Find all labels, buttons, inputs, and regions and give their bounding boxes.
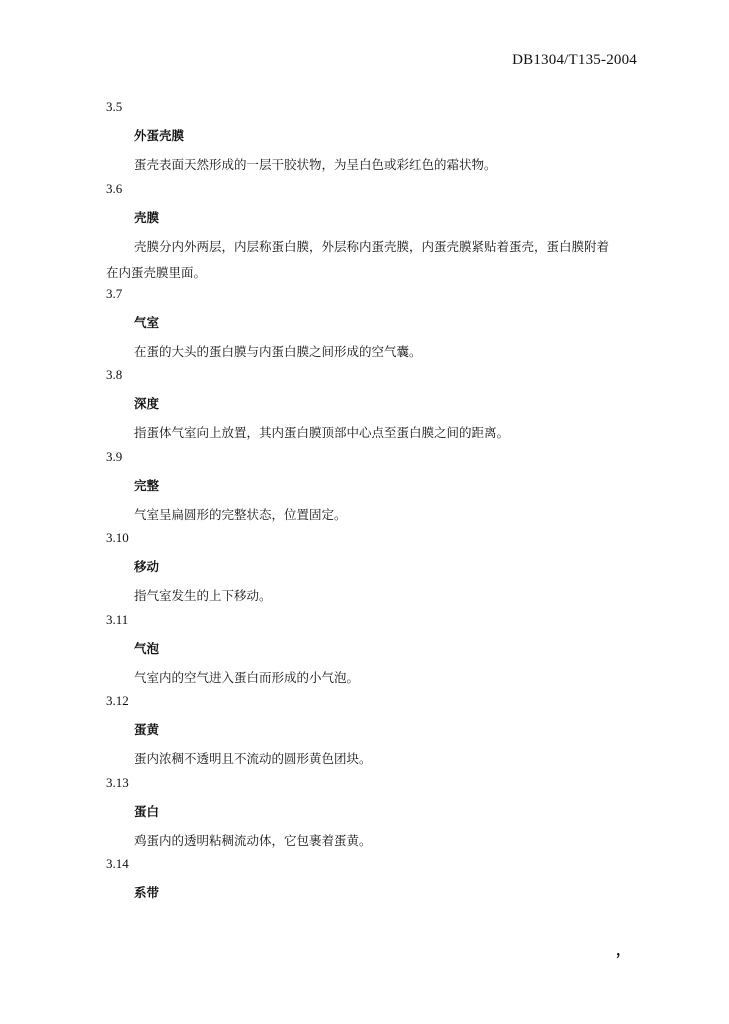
clause-number: 3.9 bbox=[106, 448, 123, 464]
term-title: 移动 bbox=[134, 559, 160, 574]
definition-entry-3-11 bbox=[0, 612, 729, 694]
clause-number: 3.6 bbox=[106, 180, 123, 196]
definition-line-1: 壳膜分内外两层，内层称蛋白膜，外层称内蛋壳膜，内蛋壳膜紧贴着蛋壳，蛋白膜附着 bbox=[134, 238, 610, 254]
definition-line-1: 气室内的空气进入蛋白而形成的小气泡。 bbox=[134, 669, 360, 685]
term-title: 气室 bbox=[134, 314, 160, 330]
page-footer-mark: ， bbox=[616, 944, 630, 959]
definition-entry-3-5 bbox=[0, 99, 729, 181]
clause-number: 3.14 bbox=[106, 856, 129, 871]
clause-number: 3.12 bbox=[106, 693, 129, 708]
clause-number: 3.11 bbox=[106, 611, 129, 627]
term-title: 完整 bbox=[134, 477, 160, 493]
term-definition bbox=[134, 583, 634, 609]
definition-entry-3-8 bbox=[0, 367, 729, 449]
term-title: 壳膜 bbox=[134, 209, 160, 225]
clause-number: 3.7 bbox=[106, 285, 123, 301]
term-definition bbox=[134, 152, 634, 178]
definition-entry-3-6 bbox=[0, 181, 729, 286]
term-title: 气泡 bbox=[134, 640, 160, 656]
definition-line-1: 指蛋体气室向上放置，其内蛋白膜顶部中心点至蛋白膜之间的距离。 bbox=[134, 425, 510, 440]
definitions-list bbox=[0, 99, 729, 938]
definition-line-2: 在内蛋壳膜里面。 bbox=[106, 264, 207, 280]
term-title: 蛋黄 bbox=[134, 722, 160, 737]
term-title: 系带 bbox=[134, 885, 160, 900]
term-title: 蛋白 bbox=[134, 803, 160, 819]
term-definition bbox=[106, 234, 634, 286]
standard-code-header: DB1304/T135-2004 bbox=[512, 52, 637, 68]
definition-entry-3-7 bbox=[0, 286, 729, 368]
definition-line-1: 鸡蛋内的透明粘稠流动体，它包裹着蛋黄。 bbox=[134, 832, 372, 848]
definition-entry-3-10 bbox=[0, 530, 729, 612]
term-definition bbox=[134, 339, 634, 365]
definition-line-1: 气室呈扁圆形的完整状态，位置固定。 bbox=[134, 506, 347, 522]
clause-number: 3.5 bbox=[106, 99, 123, 114]
definition-line-1: 蛋内浓稠不透明且不流动的圆形黄色团块。 bbox=[134, 751, 372, 766]
definition-line-1: 指气室发生的上下移动。 bbox=[134, 588, 272, 603]
clause-number: 3.8 bbox=[106, 367, 123, 382]
term-definition bbox=[134, 502, 634, 528]
term-definition bbox=[134, 828, 634, 854]
clause-number: 3.10 bbox=[106, 530, 129, 545]
definition-entry-3-13 bbox=[0, 775, 729, 857]
definition-entry-3-12 bbox=[0, 693, 729, 775]
definition-entry-3-9 bbox=[0, 449, 729, 531]
clause-number: 3.13 bbox=[106, 774, 129, 790]
definition-line-1: 在蛋的大头的蛋白膜与内蛋白膜之间形成的空气囊。 bbox=[134, 343, 422, 359]
term-definition bbox=[134, 665, 634, 691]
term-title: 深度 bbox=[134, 396, 160, 411]
term-title: 外蛋壳膜 bbox=[134, 128, 185, 143]
term-definition bbox=[134, 420, 634, 446]
definition-entry-3-14 bbox=[0, 856, 729, 938]
term-definition bbox=[134, 746, 634, 772]
definition-line-1: 蛋壳表面天然形成的一层干胶状物，为呈白色或彩红色的霜状物。 bbox=[134, 157, 497, 172]
